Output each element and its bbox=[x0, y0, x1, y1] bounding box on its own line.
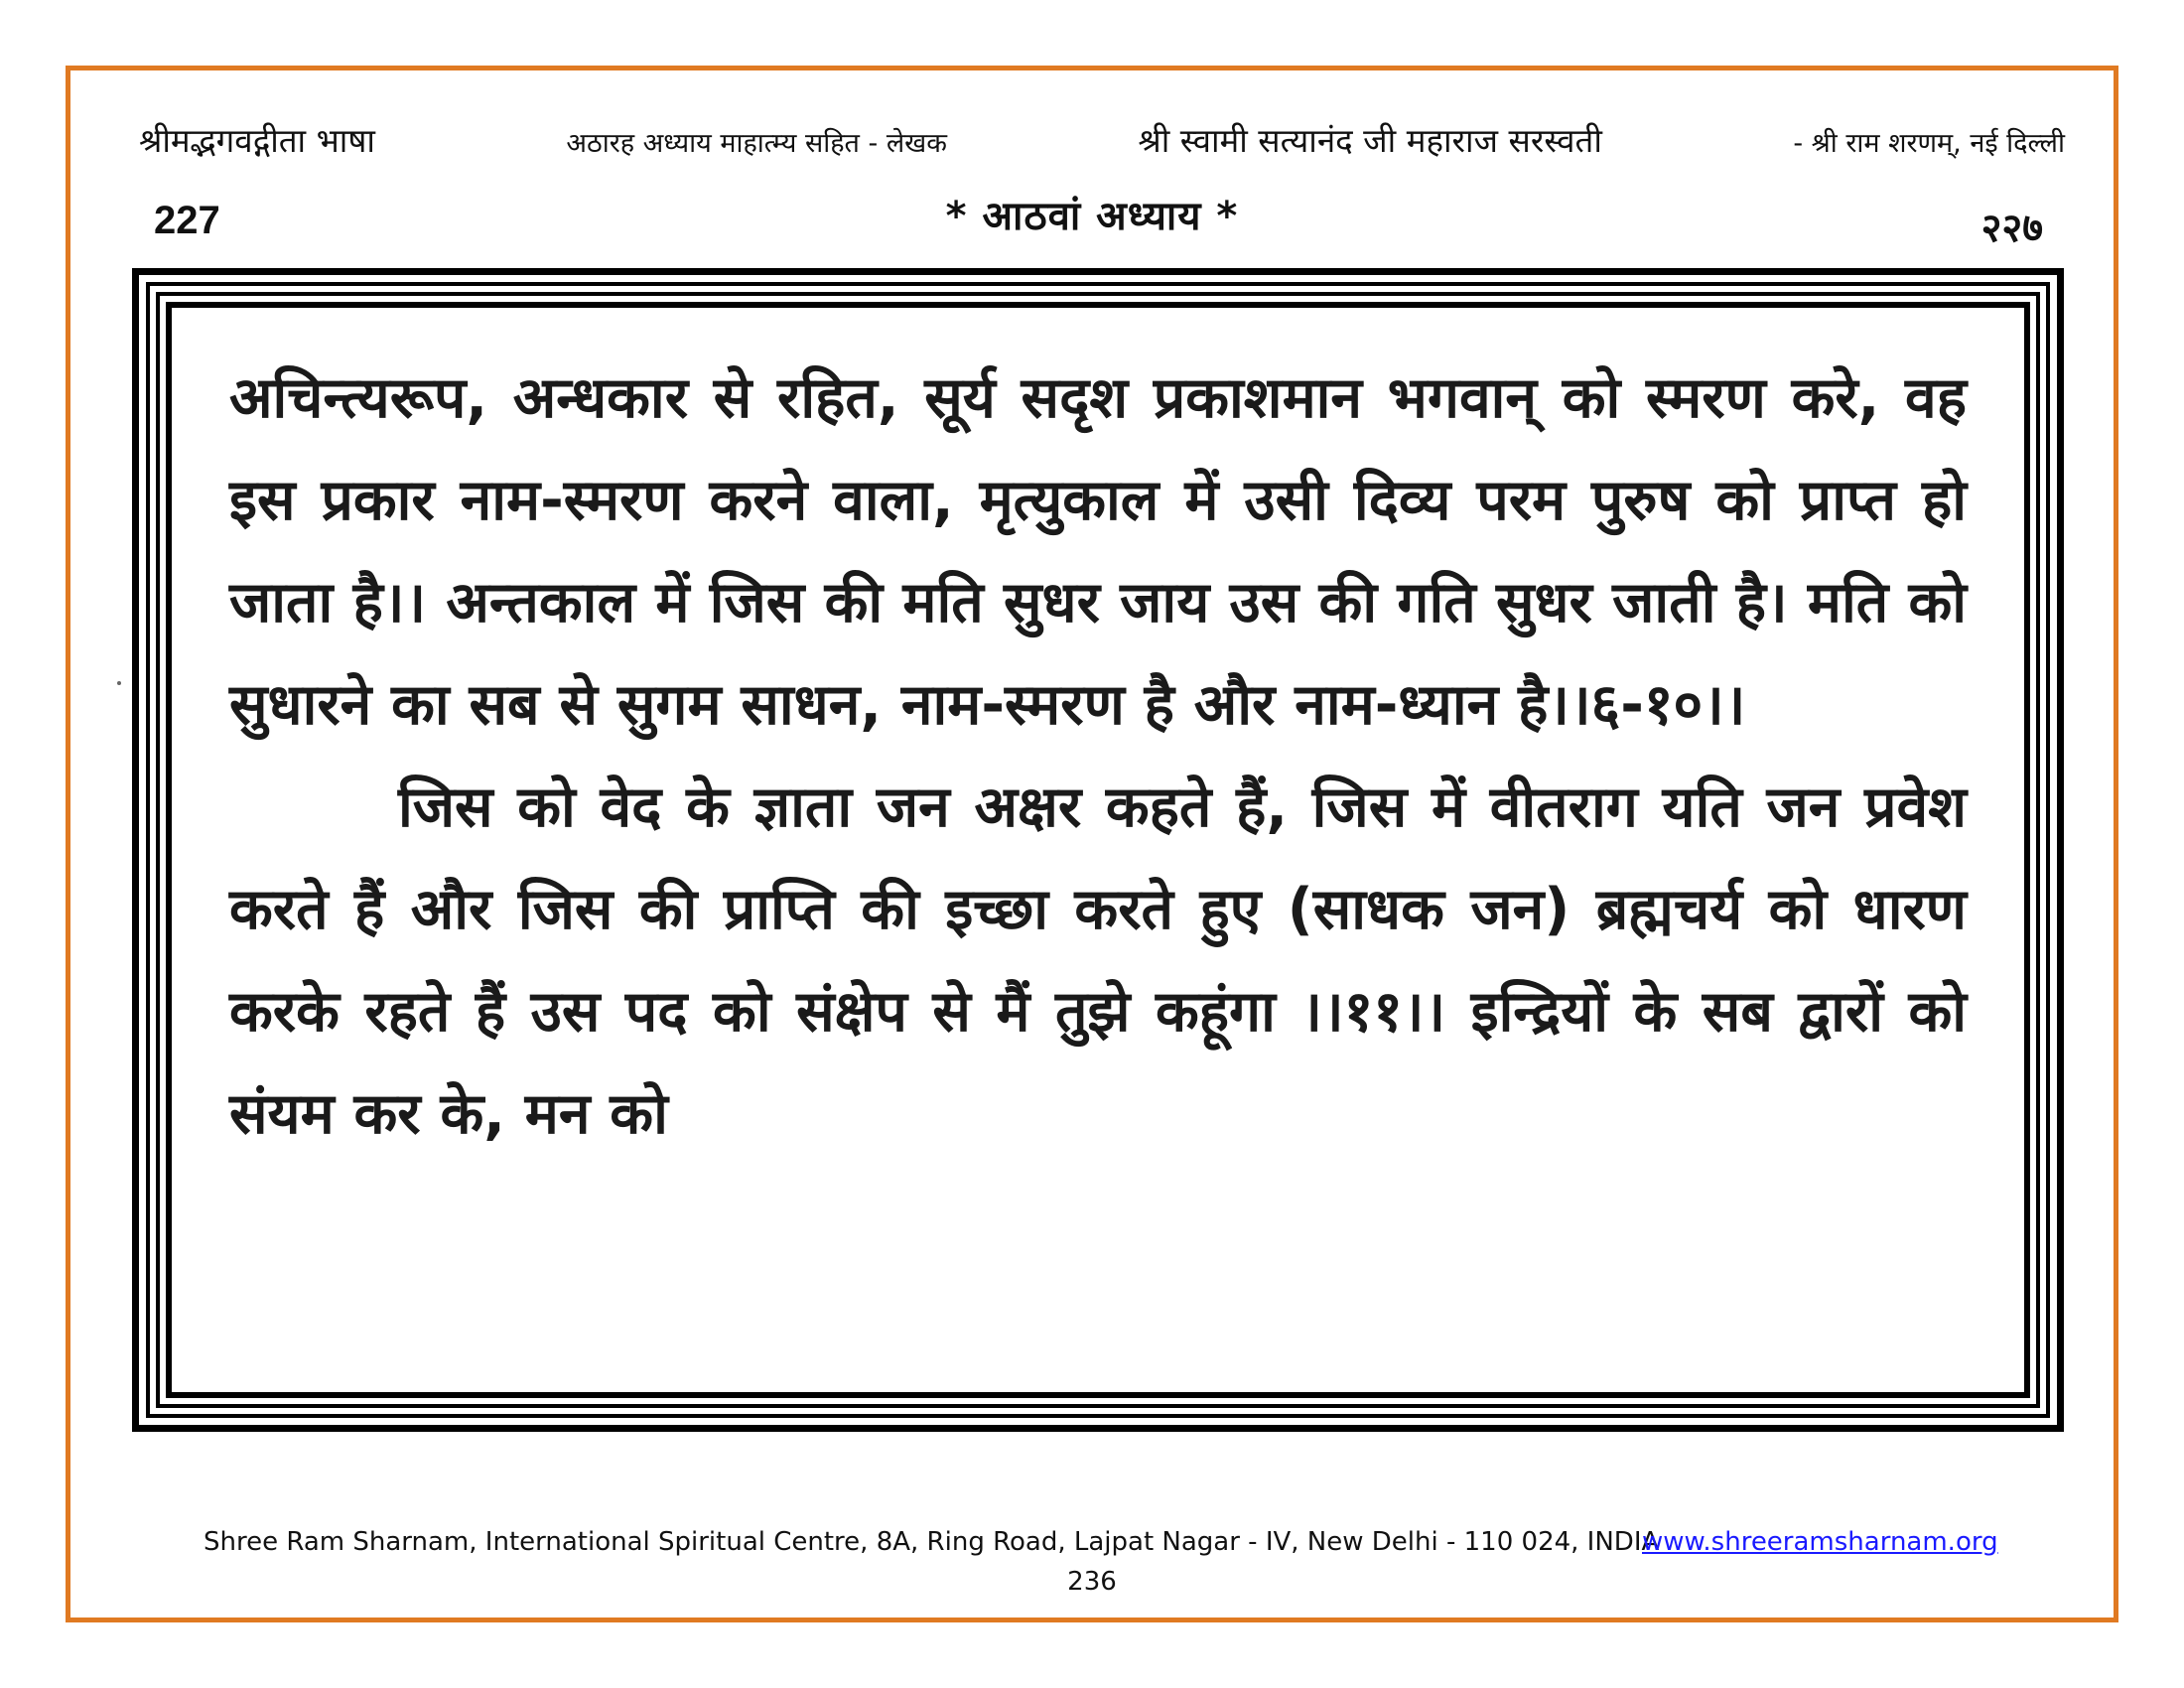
text-frame bbox=[132, 268, 2064, 1432]
scan-speck bbox=[117, 681, 121, 685]
page-number-devanagari: २२७ bbox=[1980, 206, 2043, 251]
scripture-text bbox=[229, 348, 1967, 1166]
chapter-title: * आठवां अध्याय * bbox=[945, 194, 1239, 239]
paragraph: जिस को वेद के ज्ञाता जन अक्षर कहते हैं, जिस में वीतराग यति जन प्रवेश करते हैं और जिस की प्राप्ति की इच्छा करते हुए (साधक जन) ब्रह्मचर्य को धारण करके रहते हैं उस पद को संक्षेप से मैं तुझे कहूंगा ।।११।। इन्द्रियों के सब द्वारों को संयम कर के, मन को bbox=[229, 774, 1967, 1147]
footer-page-number: 236 bbox=[1067, 1567, 1117, 1597]
footer-address: Shree Ram Sharnam, International Spiritual Centre, 8A, Ring Road, Lajpat Nagar - IV, New Delhi - 110 024, INDIA bbox=[204, 1527, 1660, 1557]
paragraph: अचिन्त्यरूप, अन्धकार से रहित, सूर्य सदृश प्रकाशमान भगवान् को स्मरण करे, वह इस प्रकार नाम-स्मरण करने वाला, मृत्युकाल में उसी दिव्य परम पुरुष को प्राप्त हो जाता है।। अन्तकाल में जिस की मति सुधर जाय उस की गति सुधर जाती है। मति को सुधारने का सब से सुगम साधन, नाम-स्मरण है और नाम-ध्यान है।।६-१०।। bbox=[229, 365, 1967, 738]
book-publisher: - श्री राम शरणम्, नई दिल्ली bbox=[1793, 128, 2065, 159]
book-title: श्रीमद्भगवद्गीता भाषा bbox=[139, 121, 375, 160]
website-link[interactable]: www.shreeramsharnam.org bbox=[1642, 1527, 1998, 1557]
page-number-latin: 227 bbox=[154, 199, 220, 242]
book-subtitle: अठारह अध्याय माहात्म्य सहित - लेखक bbox=[566, 128, 947, 159]
book-author: श्री स्वामी सत्यानंद जी महाराज सरस्वती bbox=[1138, 121, 1602, 160]
book-header bbox=[139, 117, 2065, 171]
